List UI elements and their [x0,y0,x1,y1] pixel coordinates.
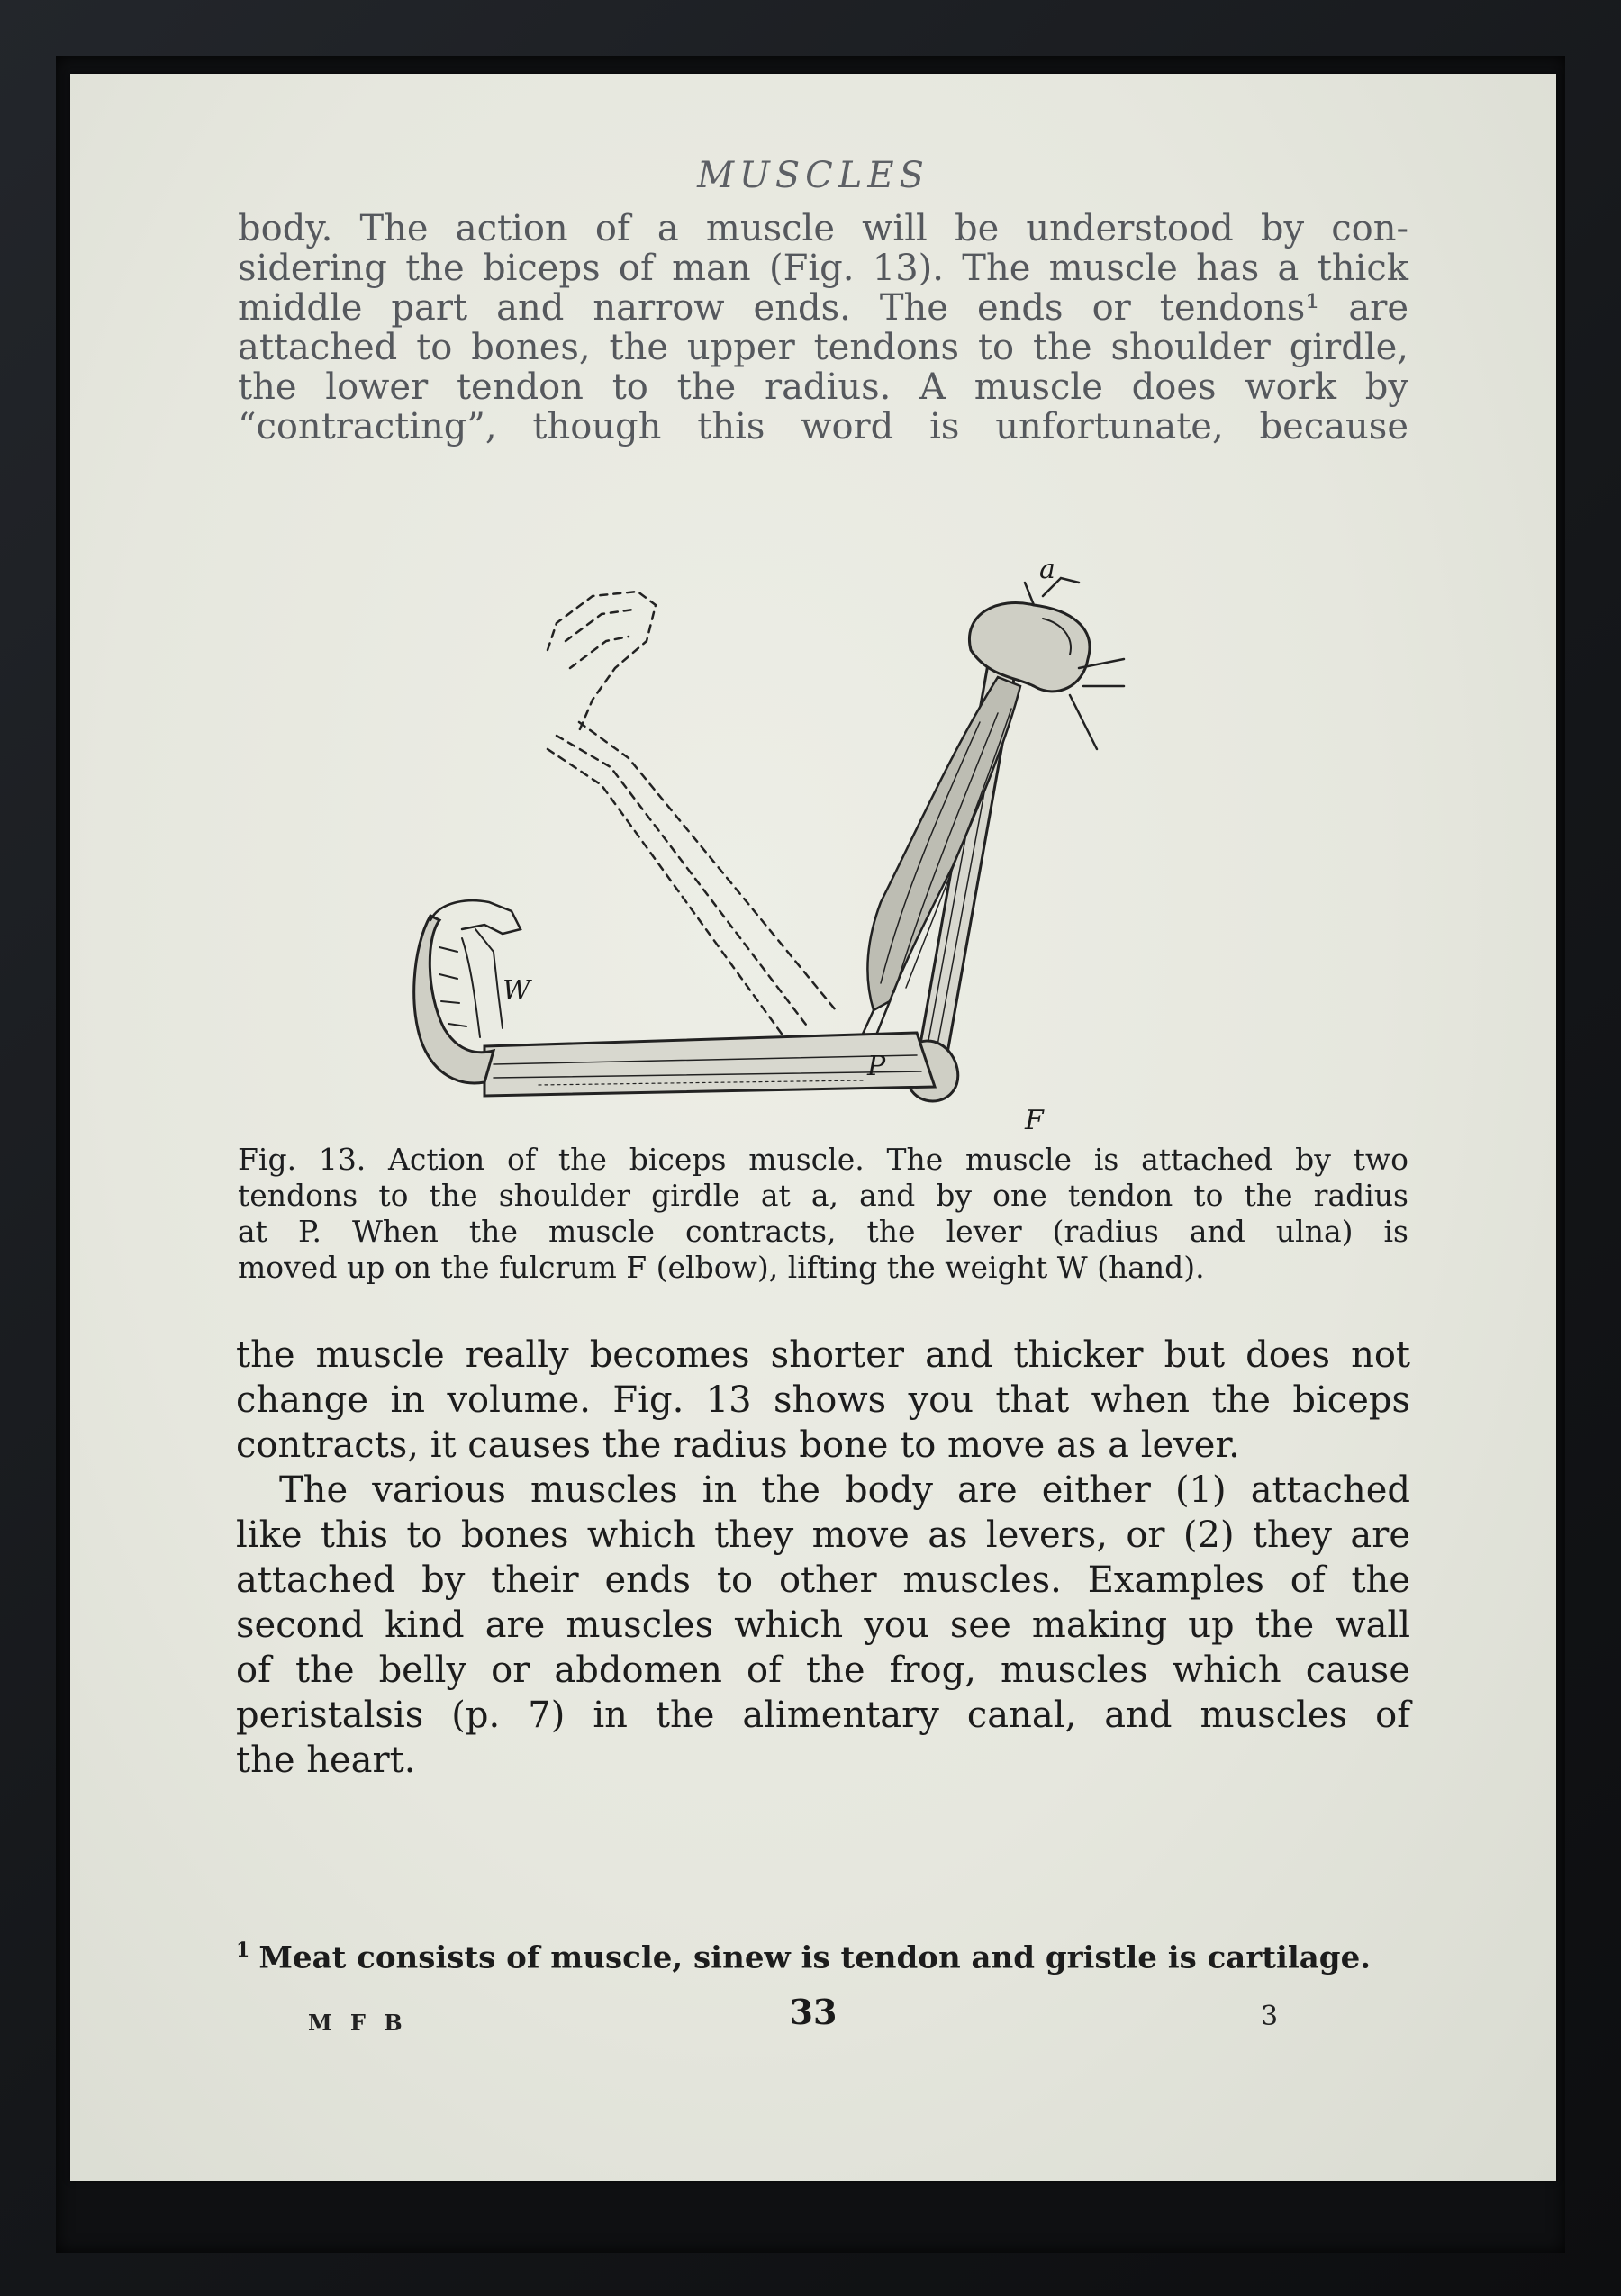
label-P: P [867,1051,886,1082]
text-line: attached by their ends to other muscles. Examples of the [236,1559,1410,1601]
caption-line: at P. When the muscle contracts, the lever (radius and ulna) is [238,1214,1408,1249]
book-page [70,74,1556,2181]
text-line: sidering the biceps of man (Fig. 13). The muscle has a thick [238,248,1408,289]
label-F: F [1025,1105,1044,1136]
footnote-text: Meat consists of muscle, sinew is tendon and gristle is cartilage. [258,1939,1372,1976]
signature-mark: M F B [308,2010,408,2036]
text-line: of the belly or abdomen of the frog, muscles which cause [236,1650,1410,1691]
label-W: W [503,975,530,1007]
text-line: middle part and narrow ends. The ends or tendons¹ are [238,287,1408,329]
gathering-number: 3 [1261,2001,1279,2032]
text-line: contracts, it causes the radius bone to move as a lever. [236,1424,1240,1466]
text-line: “contracting”, though this word is unfortunate, because [238,406,1408,447]
text-line: the lower tendon to the radius. A muscle does work by [238,366,1408,408]
text-line: The various muscles in the body are either (1) attached [279,1469,1410,1511]
text-line: the muscle really becomes shorter and thicker but does not [236,1334,1410,1376]
footnote-marker: 1 [236,1939,250,1962]
main-text [236,1333,1410,1783]
biceps-figure [412,542,1295,1190]
running-head: MUSCLES [697,155,929,196]
hand-bones [414,916,494,1083]
footnote [236,1932,1416,1975]
caption-line: moved up on the fulcrum F (elbow), lifting the weight W (hand). [238,1250,1205,1285]
text-line: body. The action of a muscle will be understood by con- [238,208,1408,249]
text-line: like this to bones which they move as levers, or (2) they are [236,1514,1410,1556]
figure-caption [238,1142,1408,1286]
raised-forearm-outline [548,592,836,1046]
text-line: attached to bones, the upper tendons to the shoulder girdle, [238,327,1408,368]
top-paragraph [238,209,1408,447]
page-number: 33 [789,1992,838,2032]
caption-line: Fig. 13. Action of the biceps muscle. The muscle is attached by two [238,1142,1408,1177]
text-line: the heart. [236,1740,416,1781]
text-line: change in volume. Fig. 13 shows you that when the biceps [236,1379,1410,1421]
text-line: peristalsis (p. 7) in the alimentary canal, and muscles of [236,1695,1410,1736]
caption-line: tendons to the shoulder girdle at a, and by one tendon to the radius [238,1178,1408,1213]
label-a: a [1039,554,1055,585]
text-line: second kind are muscles which you see making up the wall [236,1604,1410,1646]
